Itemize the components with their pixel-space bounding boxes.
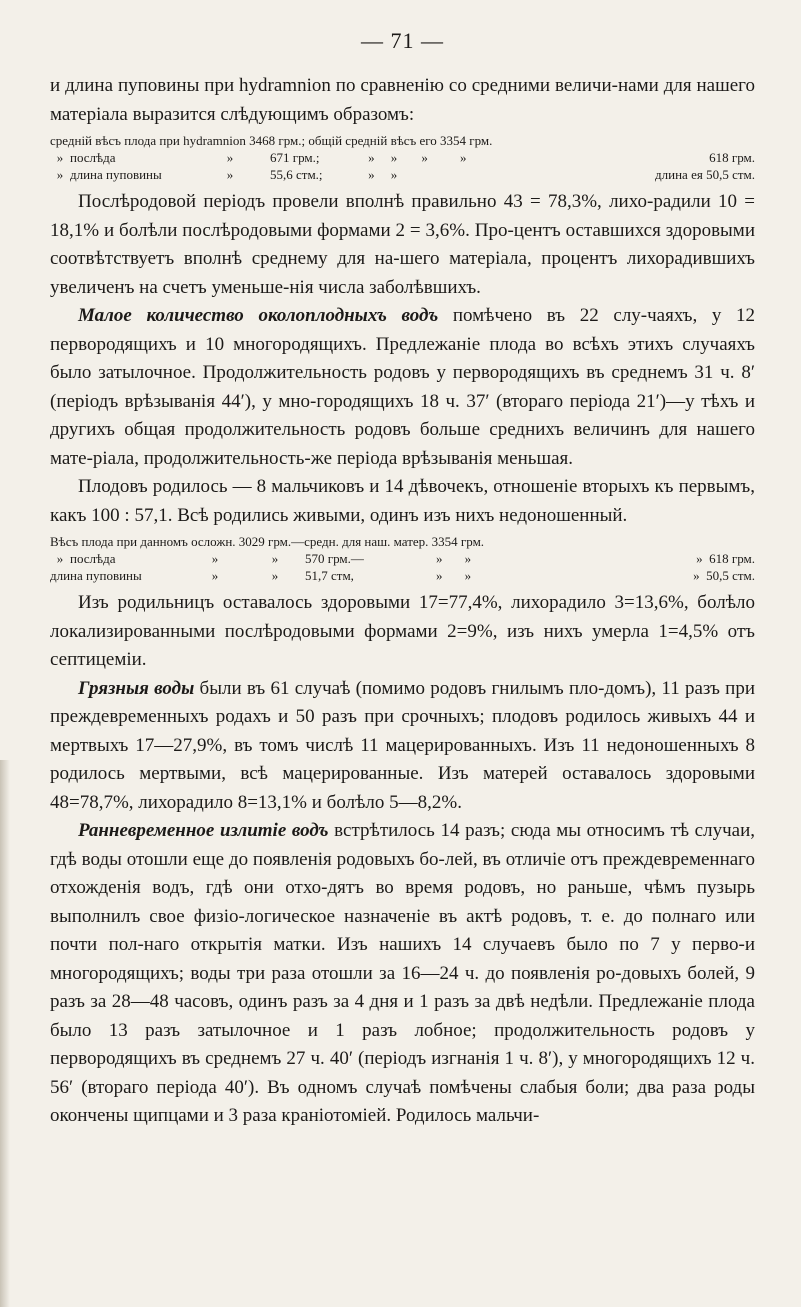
table-cell: » bbox=[459, 150, 467, 165]
table-cell: » bbox=[693, 568, 700, 583]
table-row bbox=[50, 567, 755, 584]
table-cell: » bbox=[696, 551, 703, 566]
table-cell: » bbox=[271, 568, 279, 583]
table-row bbox=[50, 533, 755, 550]
paragraph-early-rupture bbox=[50, 817, 755, 1131]
table-cell: 55,6 стм.; bbox=[270, 167, 323, 182]
table-cell: » bbox=[56, 551, 64, 566]
paragraph-text: помѣчено въ 22 слу-чаяхъ, у 12 первородящихъ и 10 многородящихъ. Предлежаніе плода во всѣхъ этихъ случаяхъ было затылочное. Продолжительность родовъ у первородящихъ въ среднемъ 31 ч. 8′ (періодъ врѣзыванія 44′), у мно-городящихъ 18 ч. 37′ (втораго періода 21′)—у тѣхъ и другихъ общая продолжительность родовъ больше среднихъ величинъ для нашего мате-ріала, продолжительность-же періода врѣзыванія меньшая. bbox=[50, 305, 755, 469]
table-row bbox=[50, 132, 755, 149]
oligohydramnios-stats-table bbox=[50, 533, 755, 584]
table-cell: средній вѣсъ плода при hydramnion 3468 грм.; общій средній вѣсъ его 3354 грм. bbox=[50, 133, 493, 148]
table-cell: длина ея 50,5 стм. bbox=[655, 167, 755, 182]
table-cell: » bbox=[226, 167, 234, 182]
table-cell: » bbox=[464, 568, 472, 583]
table-cell: » bbox=[390, 167, 398, 182]
table-cell: » bbox=[464, 551, 472, 566]
table-cell: » bbox=[226, 150, 234, 165]
table-cell bbox=[482, 567, 755, 584]
table-cell: » bbox=[436, 568, 443, 583]
table-row bbox=[50, 149, 755, 166]
table-cell: » bbox=[56, 167, 64, 182]
table-cell: послѣда bbox=[70, 150, 116, 165]
table-cell: » bbox=[56, 150, 64, 165]
table-cell: 671 грм.; bbox=[270, 150, 320, 165]
section-heading-dirty-waters: Грязныя воды bbox=[78, 677, 195, 699]
section-heading-oligohydramnios: Малое количество околоплодныхъ водъ bbox=[78, 305, 439, 326]
table-cell: 50,5 стм. bbox=[706, 568, 755, 583]
table-cell: 618 грм. bbox=[709, 551, 755, 566]
table-cell: » bbox=[368, 167, 375, 182]
paragraph-text: встрѣтилось 14 разъ; сюда мы относимъ тѣ случаи, гдѣ воды отошли еще до появленія родовыхъ бо-лей, въ отличіе отъ преждевременнаго отхожденія водъ, гдѣ они отхо-дятъ во время родовъ, но раньше, чѣмъ пузырь выполнилъ свое физіо-логическое назначеніе въ актѣ родовъ, т. е. до полнаго или почти пол-наго открытія матки. Изъ нашихъ 14 случаевъ было по 7 у перво-и многородящихъ; воды три раза отошли за 16—24 ч. до появленія ро-довыхъ болей, 9 разъ за 28—48 часовъ, одинъ разъ за 4 дня и 1 разъ за двѣ недѣли. Предлежаніе плода было 13 разъ затылочное и 1 разъ лобное; продолжительность родовъ у первородящихъ въ среднемъ 27 ч. 40′ (періодъ изгнанія 1 ч. 8′), у многородящихъ 12 ч. 56′ (втораго періода 40′). Въ одномъ случаѣ помѣчены слабыя боли; два раза роды окончены щипцами и 3 раза краніотоміей. Родилось мальчи- bbox=[50, 820, 755, 1126]
table-cell: Вѣсъ плода при данномъ осложн. 3029 грм.—средн. для наш. матер. 3354 грм. bbox=[50, 534, 485, 549]
paragraph-births: Плодовъ родилось — 8 мальчиковъ и 14 дѣвочекъ, отношеніе вторыхъ къ первымъ, какъ 100 : 57,1. Всѣ родились живыми, одинъ изъ нихъ недоношенный. bbox=[50, 476, 755, 526]
table-cell: » bbox=[421, 150, 428, 165]
table-cell: » bbox=[271, 551, 279, 566]
table-row bbox=[50, 550, 755, 567]
table-cell: » bbox=[211, 568, 219, 583]
table-cell: 570 грм.— bbox=[305, 551, 364, 566]
table-cell bbox=[482, 550, 755, 567]
paragraph-oligohydramnios bbox=[50, 302, 755, 473]
table-cell: длина пуповины bbox=[70, 167, 162, 182]
paragraph-dirty-waters bbox=[50, 675, 755, 818]
table-row bbox=[50, 166, 755, 183]
page-number: — 71 — bbox=[361, 28, 444, 53]
table-cell: послѣда bbox=[70, 551, 116, 566]
table-cell: 51,7 стм, bbox=[305, 568, 354, 583]
table-cell: 618 грм. bbox=[709, 150, 755, 165]
paragraph-puerperae: Изъ родильницъ оставалось здоровыми 17=77,4%, лихорадило 3=13,6%, болѣло локализированными послѣродовыми формами 2=9%, изъ нихъ умерла 1=4,5% отъ септицеміи. bbox=[50, 592, 755, 670]
book-page bbox=[50, 28, 755, 1131]
paragraph-hydramnion-intro: и длина пуповины при hydramnion по сравненію со средними величи-нами для нашего матеріала выразится слѣдующимъ образомъ: bbox=[50, 75, 755, 125]
table-cell: » bbox=[390, 150, 398, 165]
paragraph-text: были въ 61 случаѣ (помимо родовъ гнилымъ пло-домъ), 11 разъ при преждевременныхъ родахъ и 50 разъ при срочныхъ; плодовъ родилось живыхъ 44 и мертвыхъ 17—27,9%, въ томъ числѣ 11 мацерированныхъ. Изъ 11 недоношенныхъ 8 родилось мертвыми, всѣ мацерированные. Изъ матерей оставалось здоровыми 48=78,7%, лихорадило 8=13,1% и болѣло 5—8,2%. bbox=[50, 677, 756, 813]
table-cell: длина пуповины bbox=[50, 568, 142, 583]
table-cell: » bbox=[436, 551, 443, 566]
section-heading-early-rupture: Ранневременное излитіе водъ bbox=[78, 820, 329, 841]
table-cell: » bbox=[211, 551, 219, 566]
paragraph-postpartum: Послѣродовой періодъ провели вполнѣ правильно 43 = 78,3%, лихо-радили 10 = 18,1% и болѣли послѣродовыми формами 2 = 3,6%. Про-центъ оставшихся здоровыми соотвѣтствуетъ вполнѣ среднему для на-шего матеріала, процентъ лихорадившихъ увеличенъ на счетъ уменьше-нія числа заболѣвшихъ. bbox=[50, 191, 755, 298]
table-cell: » bbox=[368, 150, 375, 165]
hydramnion-stats-table bbox=[50, 132, 755, 183]
page-edge-shadow bbox=[0, 760, 10, 1307]
